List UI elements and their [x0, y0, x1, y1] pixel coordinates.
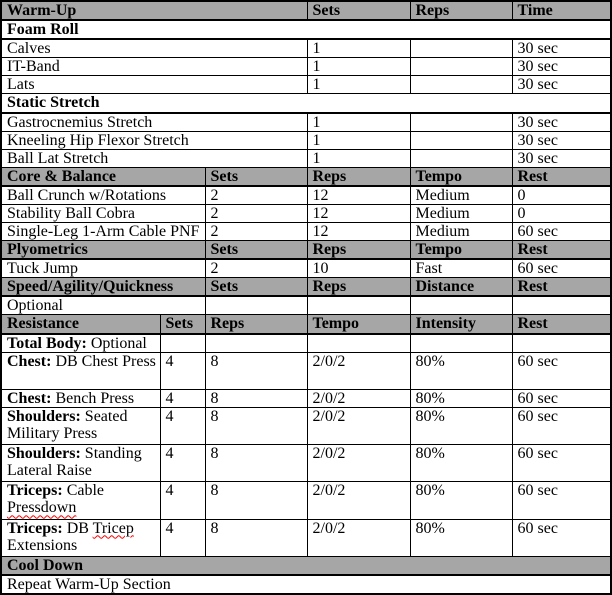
sets-cell[interactable]: 1	[307, 58, 410, 76]
workout-program-table	[2, 2, 610, 593]
tempo-cell[interactable]: Fast	[410, 259, 512, 278]
muscle-group-label: Triceps:	[7, 519, 63, 537]
misspelled-word: Tricep	[92, 519, 134, 537]
exercise-name-cell[interactable]	[2, 445, 160, 482]
muscle-group-label: Chest:	[7, 352, 52, 370]
sets-cell[interactable]: 4	[160, 482, 205, 519]
saq-optional-row	[2, 296, 610, 315]
intensity-cell[interactable]: 80%	[410, 352, 512, 389]
column-header-sets[interactable]: Sets	[205, 278, 307, 297]
section-title-cell[interactable]: Cool Down	[2, 556, 610, 575]
exercise-name-cell[interactable]: Gastrocnemius Stretch	[2, 113, 307, 132]
reps-cell[interactable]: 8	[205, 482, 307, 519]
sets-cell[interactable]: 4	[160, 445, 205, 482]
tempo-cell[interactable]: 2/0/2	[307, 352, 410, 389]
tempo-cell[interactable]: 2/0/2	[307, 389, 410, 407]
table-row	[2, 131, 610, 149]
exercise-name-cell[interactable]: Ball Crunch w/Rotations	[2, 186, 205, 205]
rest-cell[interactable]: 60 sec	[512, 223, 610, 241]
exercise-name-cell[interactable]	[2, 389, 160, 407]
exercise-name-cell[interactable]	[2, 482, 160, 519]
reps-cell[interactable]: 12	[307, 204, 410, 222]
muscle-group-label: Shoulders:	[7, 445, 81, 463]
time-cell[interactable]: 30 sec	[512, 149, 610, 167]
reps-cell[interactable]	[410, 113, 512, 132]
saq-header-row	[2, 278, 610, 297]
column-header-reps[interactable]: Reps	[307, 167, 410, 186]
time-cell[interactable]: 30 sec	[512, 131, 610, 149]
tempo-cell[interactable]: 2/0/2	[307, 407, 410, 444]
subsection-title-cell[interactable]: Foam Roll	[2, 20, 610, 39]
reps-cell[interactable]: 10	[307, 259, 410, 278]
rest-cell[interactable]: 60 sec	[512, 389, 610, 407]
sets-cell[interactable]	[160, 334, 205, 353]
sets-cell[interactable]: 2	[205, 186, 307, 205]
tempo-cell[interactable]: 2/0/2	[307, 445, 410, 482]
sets-cell[interactable]: 4	[160, 389, 205, 407]
reps-cell[interactable]: 8	[205, 445, 307, 482]
tempo-cell[interactable]: 2/0/2	[307, 519, 410, 556]
intensity-cell[interactable]	[410, 334, 512, 353]
tempo-cell[interactable]: Medium	[410, 204, 512, 222]
rest-cell[interactable]: 60 sec	[512, 352, 610, 389]
reps-cell[interactable]: 8	[205, 352, 307, 389]
reps-cell[interactable]	[205, 334, 307, 353]
note-cell[interactable]: Optional	[2, 296, 205, 315]
tempo-cell[interactable]: Medium	[410, 186, 512, 205]
resistance-header-row	[2, 315, 610, 334]
column-header-tempo[interactable]: Tempo	[410, 167, 512, 186]
sets-cell[interactable]: 1	[307, 113, 410, 132]
table-row	[2, 223, 610, 241]
table-row	[2, 204, 610, 222]
tempo-cell[interactable]: 2/0/2	[307, 482, 410, 519]
sets-cell[interactable]: 4	[160, 519, 205, 556]
reps-cell[interactable]	[410, 149, 512, 167]
table-row	[2, 113, 610, 132]
reps-cell[interactable]	[410, 131, 512, 149]
exercise-name-cell[interactable]	[2, 519, 160, 556]
column-header-rest[interactable]: Rest	[512, 167, 610, 186]
reps-cell[interactable]: 12	[307, 223, 410, 241]
rest-cell[interactable]: 0	[512, 204, 610, 222]
exercise-name-cell[interactable]: Lats	[2, 76, 307, 94]
exercise-name-cell[interactable]: IT-Band	[2, 58, 307, 76]
section-title-cell[interactable]: Speed/Agility/Quickness	[2, 278, 205, 297]
sets-cell[interactable]: 2	[205, 259, 307, 278]
distance-cell[interactable]	[410, 296, 512, 315]
exercise-name-cell[interactable]: Tuck Jump	[2, 259, 205, 278]
rest-cell[interactable]: 0	[512, 186, 610, 205]
muscle-group-label: Total Body:	[7, 334, 87, 352]
muscle-group-label: Chest:	[7, 389, 52, 407]
note-cell[interactable]	[2, 334, 160, 353]
exercise-name-cell[interactable]	[2, 352, 160, 389]
table-row	[2, 519, 610, 556]
time-cell[interactable]: 30 sec	[512, 76, 610, 94]
table-row	[2, 186, 610, 205]
exercise-name: Cable	[62, 482, 105, 500]
column-header-tempo[interactable]: Tempo	[307, 315, 410, 334]
column-header-reps[interactable]: Reps	[205, 315, 307, 334]
exercise-name: Seated Military Press	[7, 407, 128, 442]
column-header-sets[interactable]: Sets	[205, 241, 307, 260]
table-row	[2, 39, 610, 58]
table-row	[2, 259, 610, 278]
sets-cell[interactable]: 1	[307, 131, 410, 149]
sets-cell[interactable]	[205, 296, 307, 315]
table-row	[2, 389, 610, 407]
rest-cell[interactable]: 60 sec	[512, 482, 610, 519]
tempo-cell[interactable]	[307, 334, 410, 353]
foam-roll-subheader-row	[2, 20, 610, 39]
column-header-reps[interactable]: Reps	[410, 2, 512, 20]
table-row	[2, 482, 610, 519]
section-title-cell[interactable]: Core & Balance	[2, 167, 205, 186]
rest-cell[interactable]	[512, 296, 610, 315]
warmup-header-row	[2, 2, 610, 20]
reps-cell[interactable]	[410, 39, 512, 58]
intensity-cell[interactable]: 80%	[410, 407, 512, 444]
exercise-name: DB Chest Press	[51, 352, 156, 370]
exercise-name: DB	[62, 519, 93, 537]
intensity-cell[interactable]: 80%	[410, 482, 512, 519]
rest-cell[interactable]: 60 sec	[512, 445, 610, 482]
section-title-cell[interactable]: Plyometrics	[2, 241, 205, 260]
sets-cell[interactable]: 1	[307, 76, 410, 94]
rest-cell[interactable]: 60 sec	[512, 259, 610, 278]
exercise-name: Bench Press	[51, 389, 135, 407]
reps-cell[interactable]	[410, 58, 512, 76]
cool-down-note-row	[2, 575, 610, 593]
sets-cell[interactable]: 4	[160, 352, 205, 389]
reps-cell[interactable]: 8	[205, 407, 307, 444]
table-row	[2, 352, 610, 389]
section-title-cell[interactable]: Warm-Up	[2, 2, 307, 20]
core-balance-header-row	[2, 167, 610, 186]
column-header-sets[interactable]: Sets	[160, 315, 205, 334]
column-header-distance[interactable]: Distance	[410, 278, 512, 297]
exercise-name-cell[interactable]: Single-Leg 1-Arm Cable PNF	[2, 223, 205, 241]
intensity-cell[interactable]: 80%	[410, 389, 512, 407]
sets-cell[interactable]: 2	[205, 204, 307, 222]
misspelled-word: Pressdown	[7, 499, 77, 517]
table-row	[2, 445, 610, 482]
column-header-reps[interactable]: Reps	[307, 278, 410, 297]
exercise-name-cell[interactable]: Kneeling Hip Flexor Stretch	[2, 131, 307, 149]
static-stretch-subheader-row	[2, 94, 610, 113]
intensity-cell[interactable]: 80%	[410, 519, 512, 556]
column-header-rest[interactable]: Rest	[512, 278, 610, 297]
column-header-time[interactable]: Time	[512, 2, 610, 20]
reps-cell[interactable]: 8	[205, 519, 307, 556]
plyometrics-header-row	[2, 241, 610, 260]
reps-cell[interactable]	[307, 296, 410, 315]
time-cell[interactable]: 30 sec	[512, 113, 610, 132]
column-header-sets[interactable]: Sets	[205, 167, 307, 186]
note-text: Optional	[86, 334, 147, 352]
reps-cell[interactable]: 12	[307, 186, 410, 205]
column-header-rest[interactable]: Rest	[512, 315, 610, 334]
exercise-name-cell[interactable]: Ball Lat Stretch	[2, 149, 307, 167]
column-header-tempo[interactable]: Tempo	[410, 241, 512, 260]
section-title-cell[interactable]: Resistance	[2, 315, 160, 334]
time-cell[interactable]: 30 sec	[512, 58, 610, 76]
column-header-sets[interactable]: Sets	[307, 2, 410, 20]
muscle-group-label: Triceps:	[7, 482, 63, 500]
note-cell[interactable]: Repeat Warm-Up Section	[2, 575, 610, 593]
subsection-title-cell[interactable]: Static Stretch	[2, 94, 610, 113]
rest-cell[interactable]	[512, 334, 610, 353]
muscle-group-label: Shoulders:	[7, 407, 81, 425]
sets-cell[interactable]: 1	[307, 149, 410, 167]
sets-cell[interactable]: 1	[307, 39, 410, 58]
exercise-name-cell[interactable]	[2, 407, 160, 444]
intensity-cell[interactable]: 80%	[410, 445, 512, 482]
rest-cell[interactable]: 60 sec	[512, 519, 610, 556]
column-header-reps[interactable]: Reps	[307, 241, 410, 260]
table-row	[2, 76, 610, 94]
sets-cell[interactable]: 4	[160, 407, 205, 444]
reps-cell[interactable]: 8	[205, 389, 307, 407]
rest-cell[interactable]: 60 sec	[512, 407, 610, 444]
time-cell[interactable]: 30 sec	[512, 39, 610, 58]
exercise-name-cell[interactable]: Stability Ball Cobra	[2, 204, 205, 222]
sets-cell[interactable]: 2	[205, 223, 307, 241]
total-body-row	[2, 334, 610, 353]
column-header-rest[interactable]: Rest	[512, 241, 610, 260]
exercise-name-cell[interactable]: Calves	[2, 39, 307, 58]
exercise-name: Standing Lateral Raise	[7, 445, 142, 480]
cool-down-header-row	[2, 556, 610, 575]
exercise-name-cont: Extensions	[7, 536, 78, 554]
tempo-cell[interactable]: Medium	[410, 223, 512, 241]
reps-cell[interactable]	[410, 76, 512, 94]
table-row	[2, 407, 610, 444]
table-row	[2, 58, 610, 76]
table-row	[2, 149, 610, 167]
column-header-intensity[interactable]: Intensity	[410, 315, 512, 334]
